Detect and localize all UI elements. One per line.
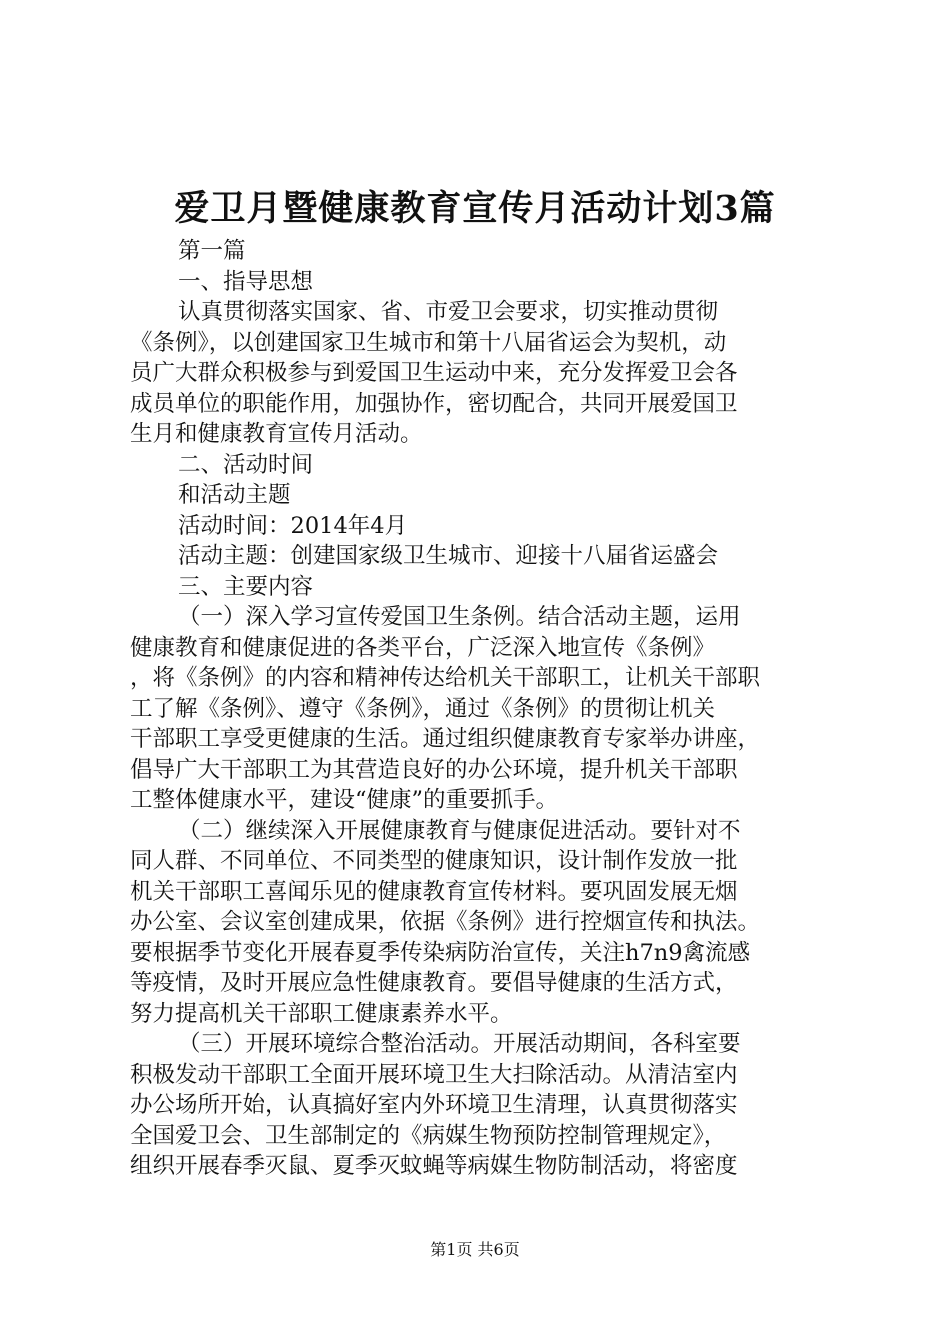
paragraph-line: （一）深入学习宣传爱国卫生条例。结合活动主题，运用 <box>178 604 741 630</box>
paragraph-line: ，将《条例》的内容和精神传达给机关干部职工，让机关干部职 <box>130 665 761 691</box>
paragraph-line: 机关干部职工喜闻乐见的健康教育宣传材料。要巩固发展无烟 <box>130 878 738 905</box>
paragraph-line: 积极发动干部职工全面开展环境卫生大扫除活动。从清洁室内 <box>130 1061 738 1088</box>
paragraph-line: 等疫情，及时开展应急性健康教育。要倡导健康的生活方式， <box>130 970 738 996</box>
paragraph-line: 组织开展春季灭鼠、夏季灭蚊蝇等病媒生物防制活动，将密度 <box>130 1153 738 1179</box>
paragraph-line: 全国爱卫会、卫生部制定的《病媒生物预防控制管理规定》， <box>130 1122 727 1149</box>
paragraph-line: （二）继续深入开展健康教育与健康促进活动。要针对不 <box>178 817 741 844</box>
paragraph-line: 工了解《条例》、遵守《条例》，通过《条例》的贯彻让机关 <box>130 695 716 722</box>
section-heading: 一、指导思想 <box>178 268 314 295</box>
paragraph-line: 要根据季节变化开展春夏季传染病防治宣传，关注h7n9禽流感 <box>130 939 751 966</box>
paragraph-line: 活动主题：创建国家级卫生城市、迎接十八届省运盛会 <box>178 543 719 569</box>
page-title: 爱卫月暨健康教育宣传月活动计划3篇 <box>174 188 776 229</box>
paragraph-line: 办公场所开始，认真搞好室内外环境卫生清理，认真贯彻落实 <box>130 1092 738 1118</box>
section-heading: 三、主要内容 <box>178 573 314 600</box>
paragraph-line: 认真贯彻落实国家、省、市爱卫会要求，切实推动贯彻 <box>178 299 719 325</box>
paragraph-line: 办公室、会议室创建成果，依据《条例》进行控烟宣传和执法。 <box>130 909 761 935</box>
section-heading: 和活动主题 <box>178 482 291 508</box>
section-heading: 第一篇 <box>178 238 246 264</box>
page-number-footer: 第1页 共6页 <box>430 1240 520 1259</box>
paragraph-line: 同人群、不同单位、不同类型的健康知识，设计制作发放一批 <box>130 848 738 874</box>
paragraph-line: （三）开展环境综合整治活动。开展活动期间，各科室要 <box>178 1031 741 1057</box>
paragraph-line: 《条例》，以创建国家卫生城市和第十八届省运会为契机，动 <box>130 329 727 356</box>
paragraph-line: 生月和健康教育宣传月活动。 <box>130 421 423 447</box>
paragraph-line: 努力提高机关干部职工健康素养水平。 <box>130 1000 513 1027</box>
paragraph-line: 活动时间：2014年4月 <box>178 512 408 539</box>
section-heading: 二、活动时间 <box>178 451 314 478</box>
paragraph-line: 员广大群众积极参与到爱国卫生运动中来，充分发挥爱卫会各 <box>130 360 738 386</box>
paragraph-line: 成员单位的职能作用，加强协作，密切配合，共同开展爱国卫 <box>130 390 738 417</box>
document-body <box>130 236 830 1182</box>
paragraph-line: 干部职工享受更健康的生活。通过组织健康教育专家举办讲座， <box>130 726 761 752</box>
paragraph-line: 工整体健康水平，建设“健康”的重要抓手。 <box>130 787 559 813</box>
paragraph-line: 倡导广大干部职工为其营造良好的办公环境，提升机关干部职 <box>130 756 738 783</box>
paragraph-line: 健康教育和健康促进的各类平台，广泛深入地宣传《条例》 <box>130 634 716 661</box>
